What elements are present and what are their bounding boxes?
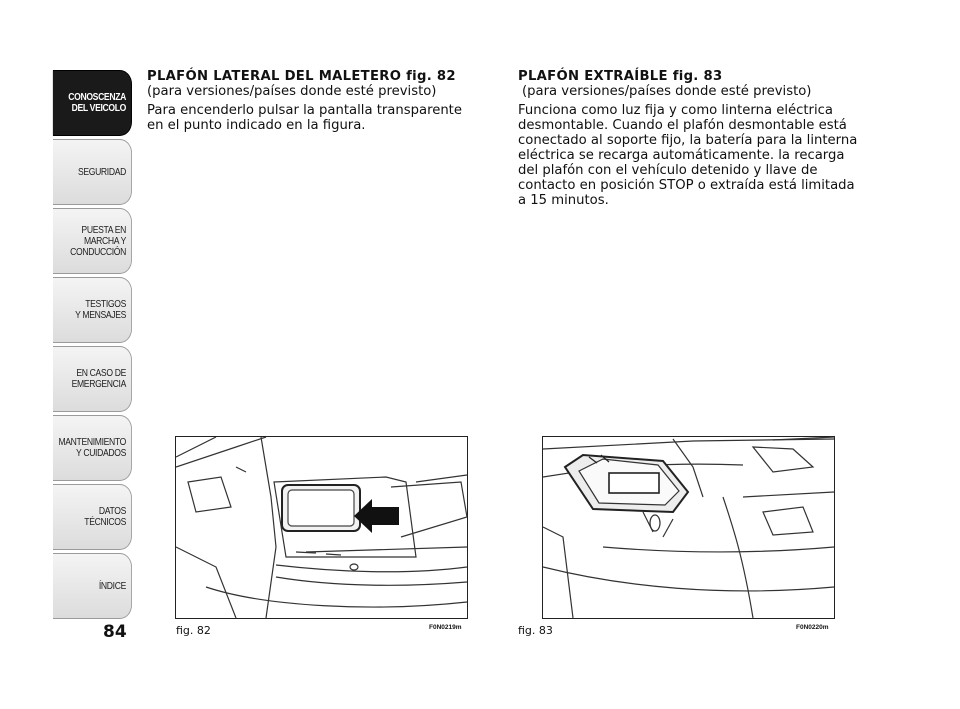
figure-83-illustration <box>542 436 835 619</box>
figure-82-illustration <box>175 436 468 619</box>
tab-puesta-en-marcha[interactable]: PUESTA EN MARCHA Y CONDUCCIÓN <box>53 208 132 274</box>
tab-datos-tecnicos[interactable]: DATOS TÉCNICOS <box>53 484 132 550</box>
tab-indice[interactable]: ÍNDICE <box>53 553 132 619</box>
tab-mantenimiento[interactable]: MANTENIMIENTO Y CUIDADOS <box>53 415 132 481</box>
tab-seguridad[interactable]: SEGURIDAD <box>53 139 132 205</box>
left-title: PLAFÓN LATERAL DEL MALETERO fig. 82 <box>147 69 456 84</box>
left-body: Para encenderlo pulsar la pantalla transparente en el punto indicado en la figura. <box>147 103 462 133</box>
left-subtitle: (para versiones/países donde esté previsto) <box>147 84 437 99</box>
right-body: Funciona como luz fija y como linterna eléctrica desmontable. Cuando el plafón desmontable está conectado al soporte fijo, la batería para la linterna eléctrica se recarga automáticamente. la recarga del plafón con el vehículo detenido y llave de contacto en posición STOP o extraída está limitada a 15 minutos. <box>518 103 858 208</box>
removable-light-drawing <box>543 437 834 618</box>
page-number: 84 <box>103 622 127 642</box>
tab-conoscenza[interactable]: CONOSCENZA DEL VEICOLO <box>53 70 132 136</box>
right-title: PLAFÓN EXTRAÍBLE fig. 83 <box>518 69 723 84</box>
right-subtitle: (para versiones/países donde esté previsto) <box>522 84 812 99</box>
tab-emergencia[interactable]: EN CASO DE EMERGENCIA <box>53 346 132 412</box>
trunk-light-drawing <box>176 437 467 618</box>
fig82-code: F0N0219m <box>429 624 462 631</box>
left-column <box>147 69 477 133</box>
fig83-code: F0N0220m <box>796 624 829 631</box>
right-column <box>518 69 858 208</box>
fig83-caption: fig. 83 <box>518 624 553 637</box>
tab-testigos[interactable]: TESTIGOS Y MENSAJES <box>53 277 132 343</box>
fig82-caption: fig. 82 <box>176 624 211 637</box>
removable-lamp <box>565 455 688 512</box>
light-lens <box>282 485 360 531</box>
